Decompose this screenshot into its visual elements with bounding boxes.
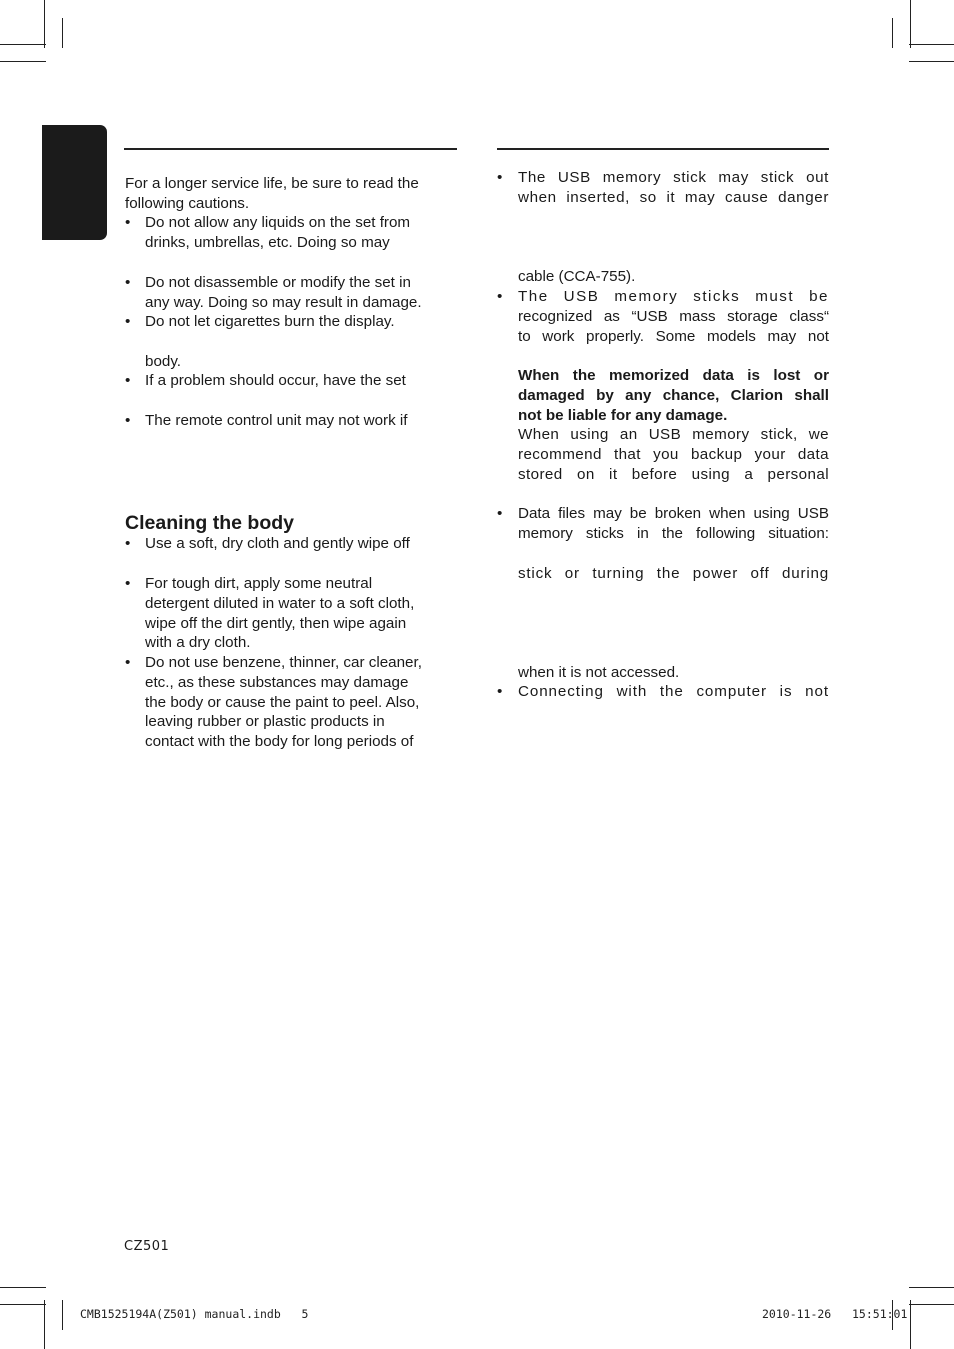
bullet-marker: • [125,372,131,389]
crop-mark [909,44,954,45]
crop-mark [910,1300,911,1349]
usb-mass-storage: The USB memory sticks must be recognized as “USB mass storage class“ to work properly. Some models may not [518,288,829,345]
caution-liquids: Do not allow any liquids on the set from drinks, umbrellas, etc. Doing so may [145,214,411,251]
crop-mark [62,18,63,48]
crop-mark [909,61,954,62]
crop-mark [44,1300,45,1349]
crop-mark [909,1304,954,1305]
crop-mark [44,0,45,48]
data-files-broken: Data files may be broken when using USB memory sticks in the following situation: [518,505,829,542]
left-column-rule [124,148,457,150]
backup-advice: When using an USB memory stick, we recommend that you backup your data stored on it before using a personal [518,426,829,483]
bullet-marker: • [125,313,131,330]
intro-text: For a longer service life, be sure to read the following cautions. [125,175,419,212]
caution-problem: If a problem should occur, have the set [145,372,406,389]
crop-mark [0,44,46,45]
cleaning-heading: Cleaning the body [125,512,295,534]
caution-cigarettes: Do not let cigarettes burn the display. [145,313,395,330]
computer-connection: Connecting with the computer is not [518,683,829,700]
not-accessed-line: when it is not accessed. [518,664,680,681]
cleaning-soft-cloth: Use a soft, dry cloth and gently wipe off [145,535,410,552]
power-off-line: stick or turning the power off during [518,565,829,582]
bullet-marker: • [125,412,131,429]
cable-line: cable (CCA-755). [518,268,636,285]
model-number: CZ501 [124,1239,170,1254]
right-column-rule [497,148,829,150]
bullet-marker: • [497,505,503,522]
crop-mark [910,0,911,48]
bullet-marker: • [125,214,131,231]
print-file-info: CMB1525194A(Z501) manual.indb 5 [80,1307,309,1321]
cleaning-no-benzene: Do not use benzene, thinner, car cleaner, etc., as these substances may damage the body or cause the paint to peel. Also, leaving rubber or plastic products in contact with the body for long periods of [145,654,422,751]
usb-stick-out: The USB memory stick may stick out when inserted, so it may cause danger [518,169,829,206]
bullet-marker: • [125,274,131,291]
crop-mark [0,1304,46,1305]
crop-mark [62,1300,63,1330]
data-loss-warning: When the memorized data is lost or damaged by any chance, Clarion shall not be liable for any damage. [518,367,829,424]
cleaning-tough-dirt: For tough dirt, apply some neutral detergent diluted in water to a soft cloth, wipe off the dirt gently, then wipe again with a dry cloth. [145,575,415,652]
bullet-marker: • [125,535,131,552]
crop-mark [0,61,46,62]
bullet-marker: • [497,683,503,700]
bullet-marker: • [497,288,503,305]
bullet-marker: • [497,169,503,186]
crop-mark [892,18,893,48]
language-side-tab [42,125,107,240]
bullet-marker: • [125,575,131,592]
body-line: body. [145,353,182,370]
crop-mark [0,1287,46,1288]
caution-disassemble: Do not disassemble or modify the set in any way. Doing so may result in damage. [145,274,422,311]
bullet-marker: • [125,654,131,671]
caution-remote: The remote control unit may not work if [145,412,408,429]
crop-mark [909,1287,954,1288]
print-timestamp: 2010-11-26 15:51:01 [762,1307,908,1321]
